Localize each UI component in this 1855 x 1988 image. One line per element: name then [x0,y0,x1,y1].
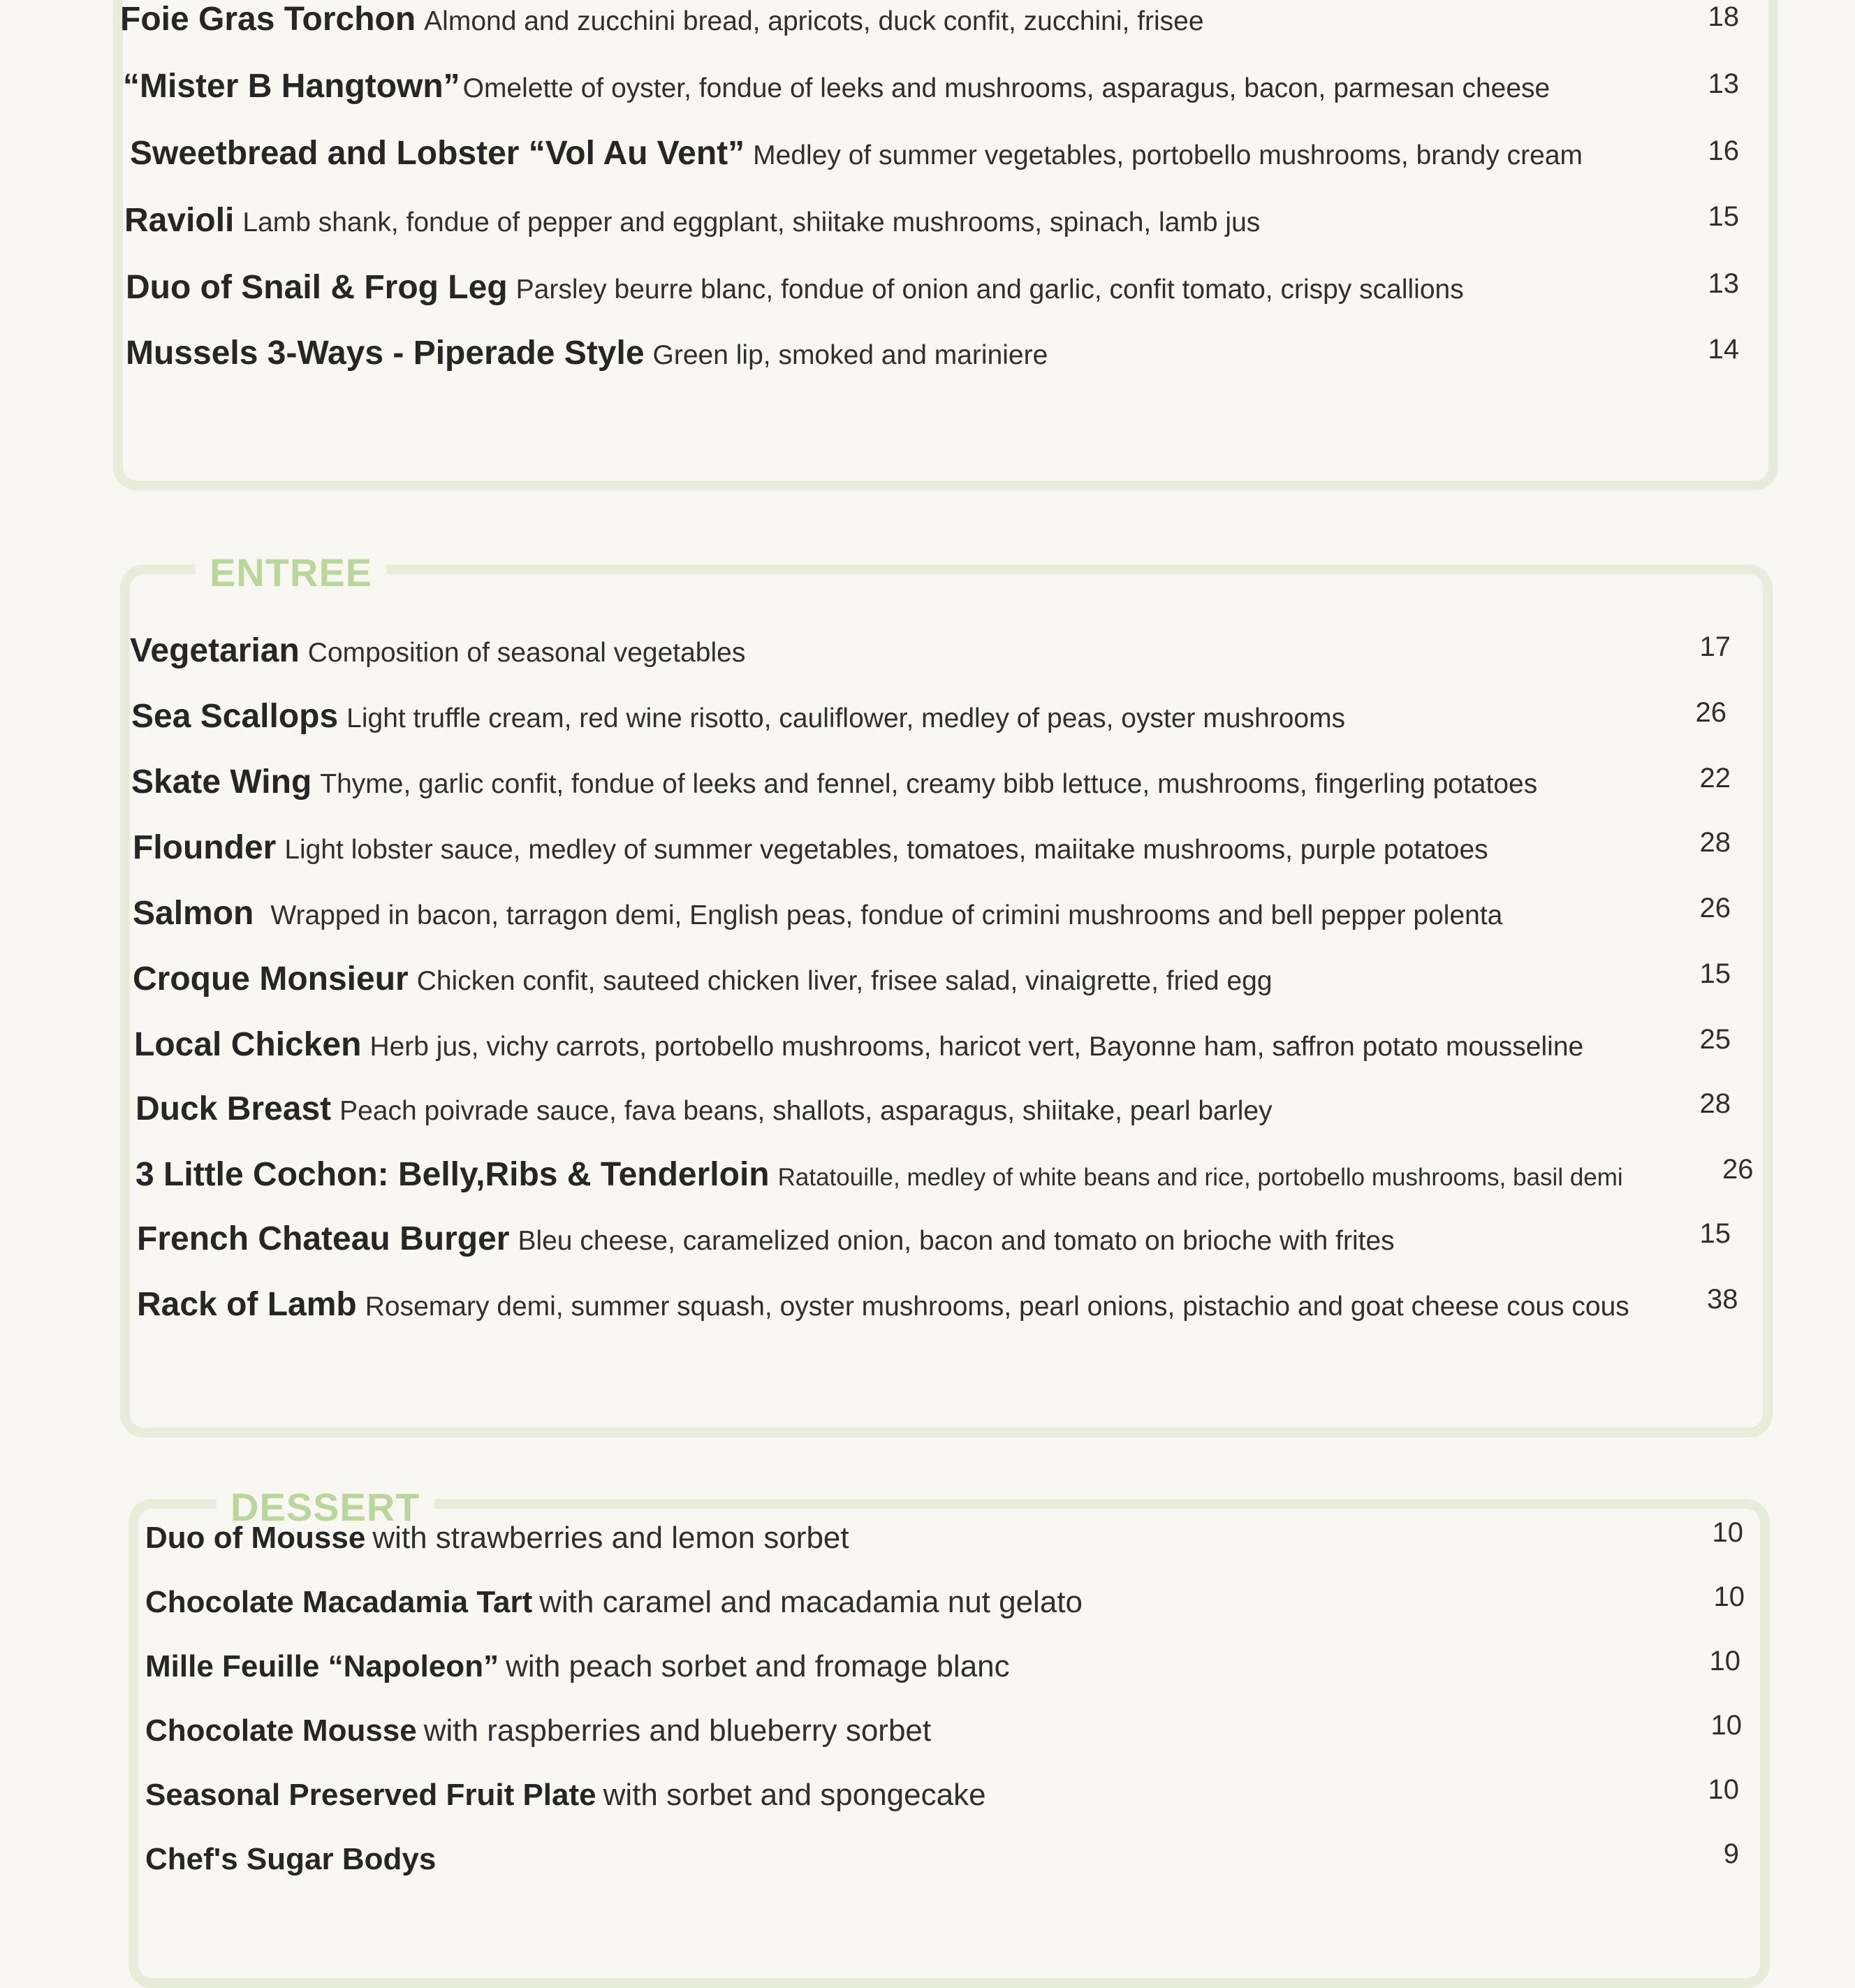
item-description: Ratatouille, medley of white beans and rice, portobello mushrooms, basil demi [777,1164,1623,1191]
item-name: Skate Wing [131,763,312,801]
item-name: Vegetarian [130,632,300,669]
menu-item [123,67,1550,106]
item-price: 15 [1699,958,1731,989]
item-price: 17 [1699,631,1731,662]
menu-item [145,1519,849,1558]
item-price: 13 [1708,268,1739,299]
item-description: with raspberries and blueberry sorbet [423,1713,932,1748]
item-price: 10 [1710,1710,1742,1741]
menu-item [145,1583,1083,1622]
menu-item [137,1285,1629,1324]
item-price: 26 [1699,893,1731,923]
item-price: 15 [1708,201,1739,232]
menu-item [124,201,1260,240]
item-name: Salmon [133,895,254,932]
item-description: with peach sorbet and fromage blanc [506,1649,1010,1683]
item-name: Rack of Lamb [137,1286,357,1323]
item-name: Flounder [133,829,277,866]
item-price: 10 [1709,1646,1740,1676]
item-name: Seasonal Preserved Fruit Plate [145,1778,596,1812]
item-description: Medley of summer vegetables, portobello mushrooms, brandy cream [753,140,1583,170]
item-name: Sea Scallops [131,698,339,735]
item-name: Duo of Snail & Frog Leg [126,269,508,306]
item-description: Light truffle cream, red wine risotto, cauliflower, medley of peas, oyster mushrooms [346,703,1346,733]
item-description: Light lobster sauce, medley of summer vegetables, tomatoes, maiitake mushrooms, purple potatoes [284,835,1488,865]
item-name: Chocolate Macadamia Tart [145,1585,533,1619]
item-name: Sweetbread and Lobster “Vol Au Vent” [130,135,745,172]
item-price: 13 [1708,68,1739,99]
item-description: Lamb shank, fondue of pepper and eggplant, shiitake mushrooms, spinach, lamb jus [242,207,1261,237]
menu-item [130,134,1583,173]
menu-item [145,1647,1010,1686]
item-description: Green lip, smoked and mariniere [652,340,1048,370]
item-description: Chicken confit, sauteed chicken liver, frisee salad, vinaigrette, fried egg [416,966,1273,996]
item-price: 26 [1722,1154,1754,1185]
item-price: 10 [1713,1581,1745,1612]
item-description: Bleu cheese, caramelized onion, bacon and tomato on brioche with frites [518,1226,1395,1256]
item-price: 14 [1708,334,1739,365]
item-name: French Chateau Burger [137,1220,510,1257]
dessert-heading: DESSERT [217,1486,434,1528]
item-price: 16 [1708,136,1739,166]
menu-item [145,1711,931,1751]
item-price: 38 [1707,1284,1738,1315]
item-name: Duo of Mousse [145,1521,366,1555]
item-name: Local Chicken [134,1026,362,1063]
item-description: with caramel and macadamia nut gelato [539,1585,1083,1619]
menu-item [135,1155,1623,1194]
item-name: Duck Breast [135,1090,332,1127]
item-name: Mille Feuille “Napoleon” [145,1649,499,1683]
entree-heading: ENTREE [196,552,386,594]
item-description: Herb jus, vichy carrots, portobello mushrooms, haricot vert, Bayonne ham, saffron potato mousseline [369,1032,1584,1062]
menu-item [120,0,1204,39]
item-description: Rosemary demi, summer squash, oyster mushrooms, pearl onions, pistachio and goat cheese cous cous [365,1292,1629,1322]
item-price: 15 [1699,1218,1731,1249]
item-name: Croque Monsieur [133,960,409,997]
menu-item [131,697,1345,736]
item-description: Wrapped in bacon, tarragon demi, English peas, fondue of crimini mushrooms and bell pepper polenta [270,900,1503,930]
menu-item [137,1220,1395,1259]
item-description: Omelette of oyster, fondue of leeks and mushrooms, asparagus, bacon, parmesan cheese [462,73,1550,103]
item-price: 9 [1723,1839,1739,1869]
item-price: 10 [1708,1774,1739,1805]
menu-item [126,268,1464,307]
item-price: 28 [1699,827,1731,858]
item-description: with sorbet and spongecake [603,1778,986,1812]
item-description: Peach poivrade sauce, fava beans, shallots, asparagus, shiitake, pearl barley [339,1096,1273,1126]
item-description: with strawberries and lemon sorbet [372,1521,849,1555]
menu-item [145,1840,443,1879]
menu-item [133,894,1502,933]
menu-item [135,1090,1273,1129]
menu-item [133,960,1273,999]
item-name: 3 Little Cochon: Belly,Ribs & Tenderloin [135,1156,770,1193]
item-price: 28 [1699,1088,1731,1119]
item-name: Mussels 3-Ways - Piperade Style [126,335,645,372]
item-description: Thyme, garlic confit, fondue of leeks and fennel, creamy bibb lettuce, mushrooms, fingerling potatoes [320,769,1538,799]
menu-item [130,631,745,671]
menu-item [145,1776,986,1815]
item-price: 10 [1712,1517,1743,1548]
item-name: Chef's Sugar Bodys [145,1842,437,1876]
item-name: “Mister B Hangtown” [123,68,460,105]
item-description: Parsley beurre blanc, fondue of onion and garlic, confit tomato, crispy scallions [515,275,1464,305]
item-description: Almond and zucchini bread, apricots, duck confit, zucchini, frisee [424,6,1204,36]
menu-item [133,828,1488,868]
item-description: Composition of seasonal vegetables [307,638,746,668]
item-name: Ravioli [124,202,235,239]
item-price: 25 [1699,1024,1731,1055]
item-name: Foie Gras Torchon [120,1,416,38]
item-price: 22 [1699,763,1731,794]
item-name: Chocolate Mousse [145,1713,417,1748]
item-price: 26 [1695,697,1726,728]
item-price: 18 [1708,1,1739,32]
menu-item [131,763,1537,802]
menu-item [126,334,1048,373]
menu-item [134,1025,1583,1065]
